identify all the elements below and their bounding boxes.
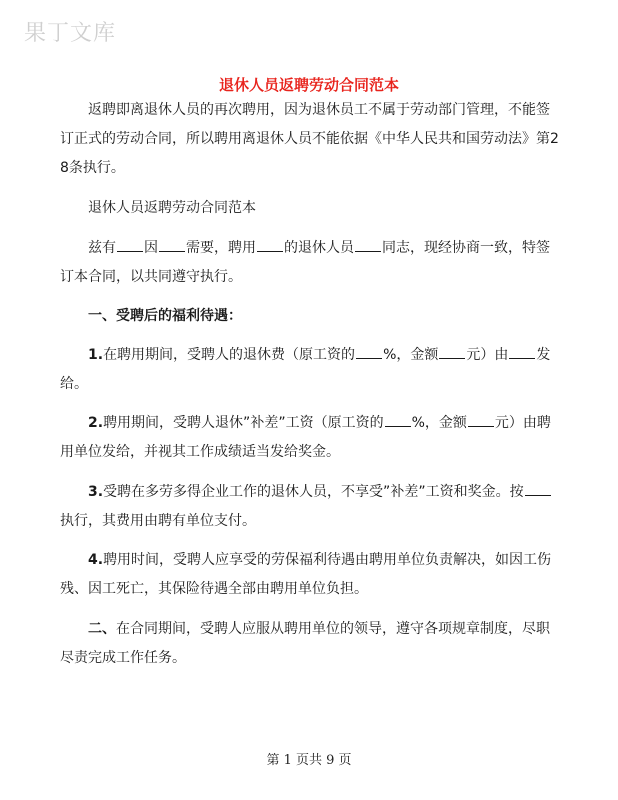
item-text: 聘用期间，受聘人退休”补差”工资（原工资的 [103, 415, 384, 431]
blank-line [468, 412, 494, 427]
preamble-text: 因 [144, 240, 158, 256]
item-text: 元）由聘用单位发给，并视其工作成绩适当发给奖金。 [60, 415, 551, 460]
item-text: %，金额 [411, 415, 467, 431]
item3-paragraph [60, 478, 560, 536]
blank-line [159, 237, 185, 252]
item2-paragraph [60, 409, 560, 467]
blank-line [385, 412, 411, 427]
item-text: 元）由 [466, 347, 509, 363]
blank-line [117, 237, 143, 252]
blank-line [525, 481, 551, 496]
item-number: 3. [88, 484, 104, 500]
subtitle-paragraph: 退休人员返聘劳动合同范本 [88, 200, 256, 216]
preamble-text: 同志，现经协商一致，特签订本合同，以共同遵守执行。 [60, 240, 550, 285]
watermark-logo: 果丁文库 [24, 21, 117, 46]
blank-line [356, 344, 382, 359]
item4-paragraph [60, 546, 560, 604]
blank-line [257, 237, 283, 252]
page-footer: 第 1 页共 9 页 [266, 753, 352, 768]
blank-line [509, 344, 535, 359]
preamble-text: 需要，聘用 [186, 240, 256, 256]
section-heading-text: 一、受聘后的福利待遇： [88, 308, 242, 324]
item-text: 发给。 [60, 347, 551, 392]
section-number: 二、 [88, 621, 116, 637]
section-text: 在合同期间，受聘人应服从聘用单位的领导，遵守各项规章制度，尽职尽责完成工作任务。 [60, 621, 550, 666]
intro-paragraph: 返聘即离退休人员的再次聘用，因为退休员工不属于劳动部门管理，不能签订正式的劳动合同，所以聘用离退休人员不能依据《中华人民共和国劳动法》第28条执行。 [60, 102, 559, 176]
item-text: %，金额 [383, 347, 439, 363]
item-number: 4. [88, 552, 104, 568]
preamble-paragraph [60, 234, 560, 292]
item-text: 聘用时间，受聘人应享受的劳保福利待遇由聘用单位负责解决，如因工伤残、因工死亡，其保险待遇全部由聘用单位负担。 [60, 552, 552, 597]
item-text: 执行，其费用由聘有单位支付。 [60, 513, 256, 529]
blank-line [439, 344, 465, 359]
item1-paragraph [60, 341, 560, 399]
blank-line [355, 237, 381, 252]
item-text: 受聘在多劳多得企业工作的退休人员，不享受”补差”工资和奖金。按 [103, 484, 524, 500]
section1-heading [60, 302, 560, 331]
item-number: 2. [88, 415, 104, 431]
item-number: 1. [88, 347, 104, 363]
preamble-text: 兹有 [88, 240, 116, 256]
document-title: 退休人员返聘劳动合同范本 [218, 76, 399, 94]
section2-paragraph [60, 615, 560, 673]
item-text: 在聘用期间，受聘人的退休费（原工资的 [103, 347, 356, 363]
preamble-text: 的退休人员 [284, 240, 354, 256]
